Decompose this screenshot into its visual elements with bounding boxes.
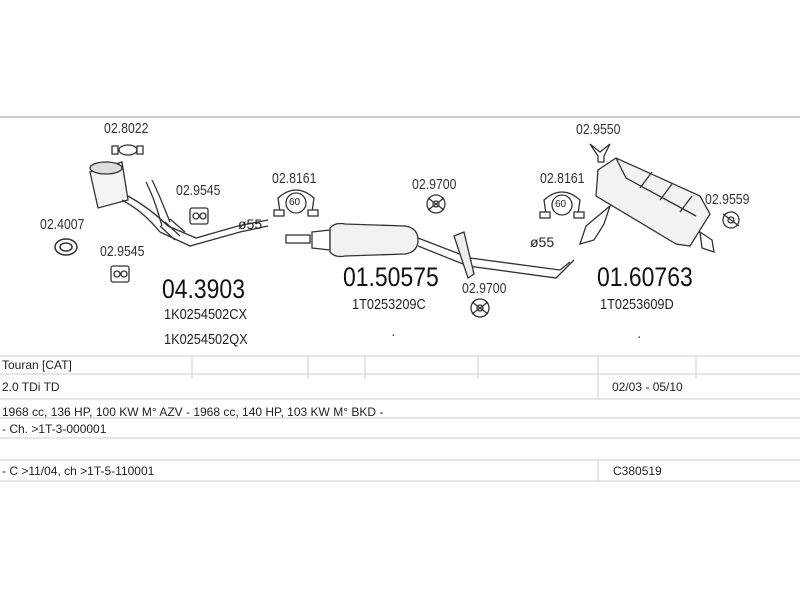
vehicle-model: Touran [CAT]: [2, 358, 72, 372]
rubber-hanger-icon: [190, 208, 208, 224]
oem-number-middle: 1T0253209C: [352, 296, 426, 313]
assembly-number-rear: 01.60763: [597, 262, 693, 292]
production-years: 02/03 - 05/10: [612, 380, 683, 394]
marker-dot-middle: ·: [391, 326, 396, 342]
marker-dot-rear: ·: [637, 328, 642, 344]
gasket-ring-icon: [55, 239, 77, 255]
part-label-029559: 02.9559: [705, 191, 750, 208]
rubber-mount-icon: [454, 232, 489, 317]
part-label-028161-right: 02.8161: [540, 170, 585, 187]
clamp-size-label-right: 60: [555, 199, 567, 210]
engine-codes: 1968 cc, 136 HP, 100 KW M° AZV - 1968 cc, 140 HP, 103 KW M° BKD -: [2, 405, 384, 419]
part-label-029700-bottom: 02.9700: [462, 280, 507, 297]
rubber-mount-icon: [723, 212, 739, 228]
diameter-label-front: ø55: [238, 216, 263, 232]
diameter-label-rear: ø55: [530, 234, 555, 250]
part-label-028161-left: 02.8161: [272, 170, 317, 187]
hanger-bracket-icon: [590, 144, 610, 162]
part-label-029545-left: 02.9545: [100, 243, 145, 260]
assembly-number-middle: 01.50575: [343, 262, 439, 292]
part-label-024007: 02.4007: [40, 216, 85, 233]
part-label-029550: 02.9550: [576, 121, 621, 138]
rubber-hanger-icon: [111, 266, 129, 282]
kit-code: C380519: [613, 464, 662, 478]
assembly-number-front: 04.3903: [162, 274, 245, 304]
front-pipe-catalyst-icon: [90, 162, 268, 246]
oem-number-front-2: 1K0254502QX: [164, 331, 248, 348]
clamp-size-label-left: 60: [289, 197, 301, 208]
rubber-mount-icon: [427, 195, 445, 213]
rear-muffler-icon: [580, 158, 714, 252]
chassis-number: - Ch. >1T-3-000001: [2, 422, 107, 436]
clamp-part-icon: [112, 145, 143, 155]
engine-type: 2.0 TDi TD: [2, 380, 60, 394]
oem-number-rear: 1T0253609D: [600, 296, 674, 313]
part-label-028022: 02.8022: [104, 120, 149, 137]
restriction-note: - C >11/04, ch >1T-5-110001: [2, 464, 155, 478]
oem-number-front-1: 1K0254502CX: [164, 306, 247, 323]
part-label-029700-top: 02.9700: [412, 176, 457, 193]
part-label-029545-top: 02.9545: [176, 182, 221, 199]
